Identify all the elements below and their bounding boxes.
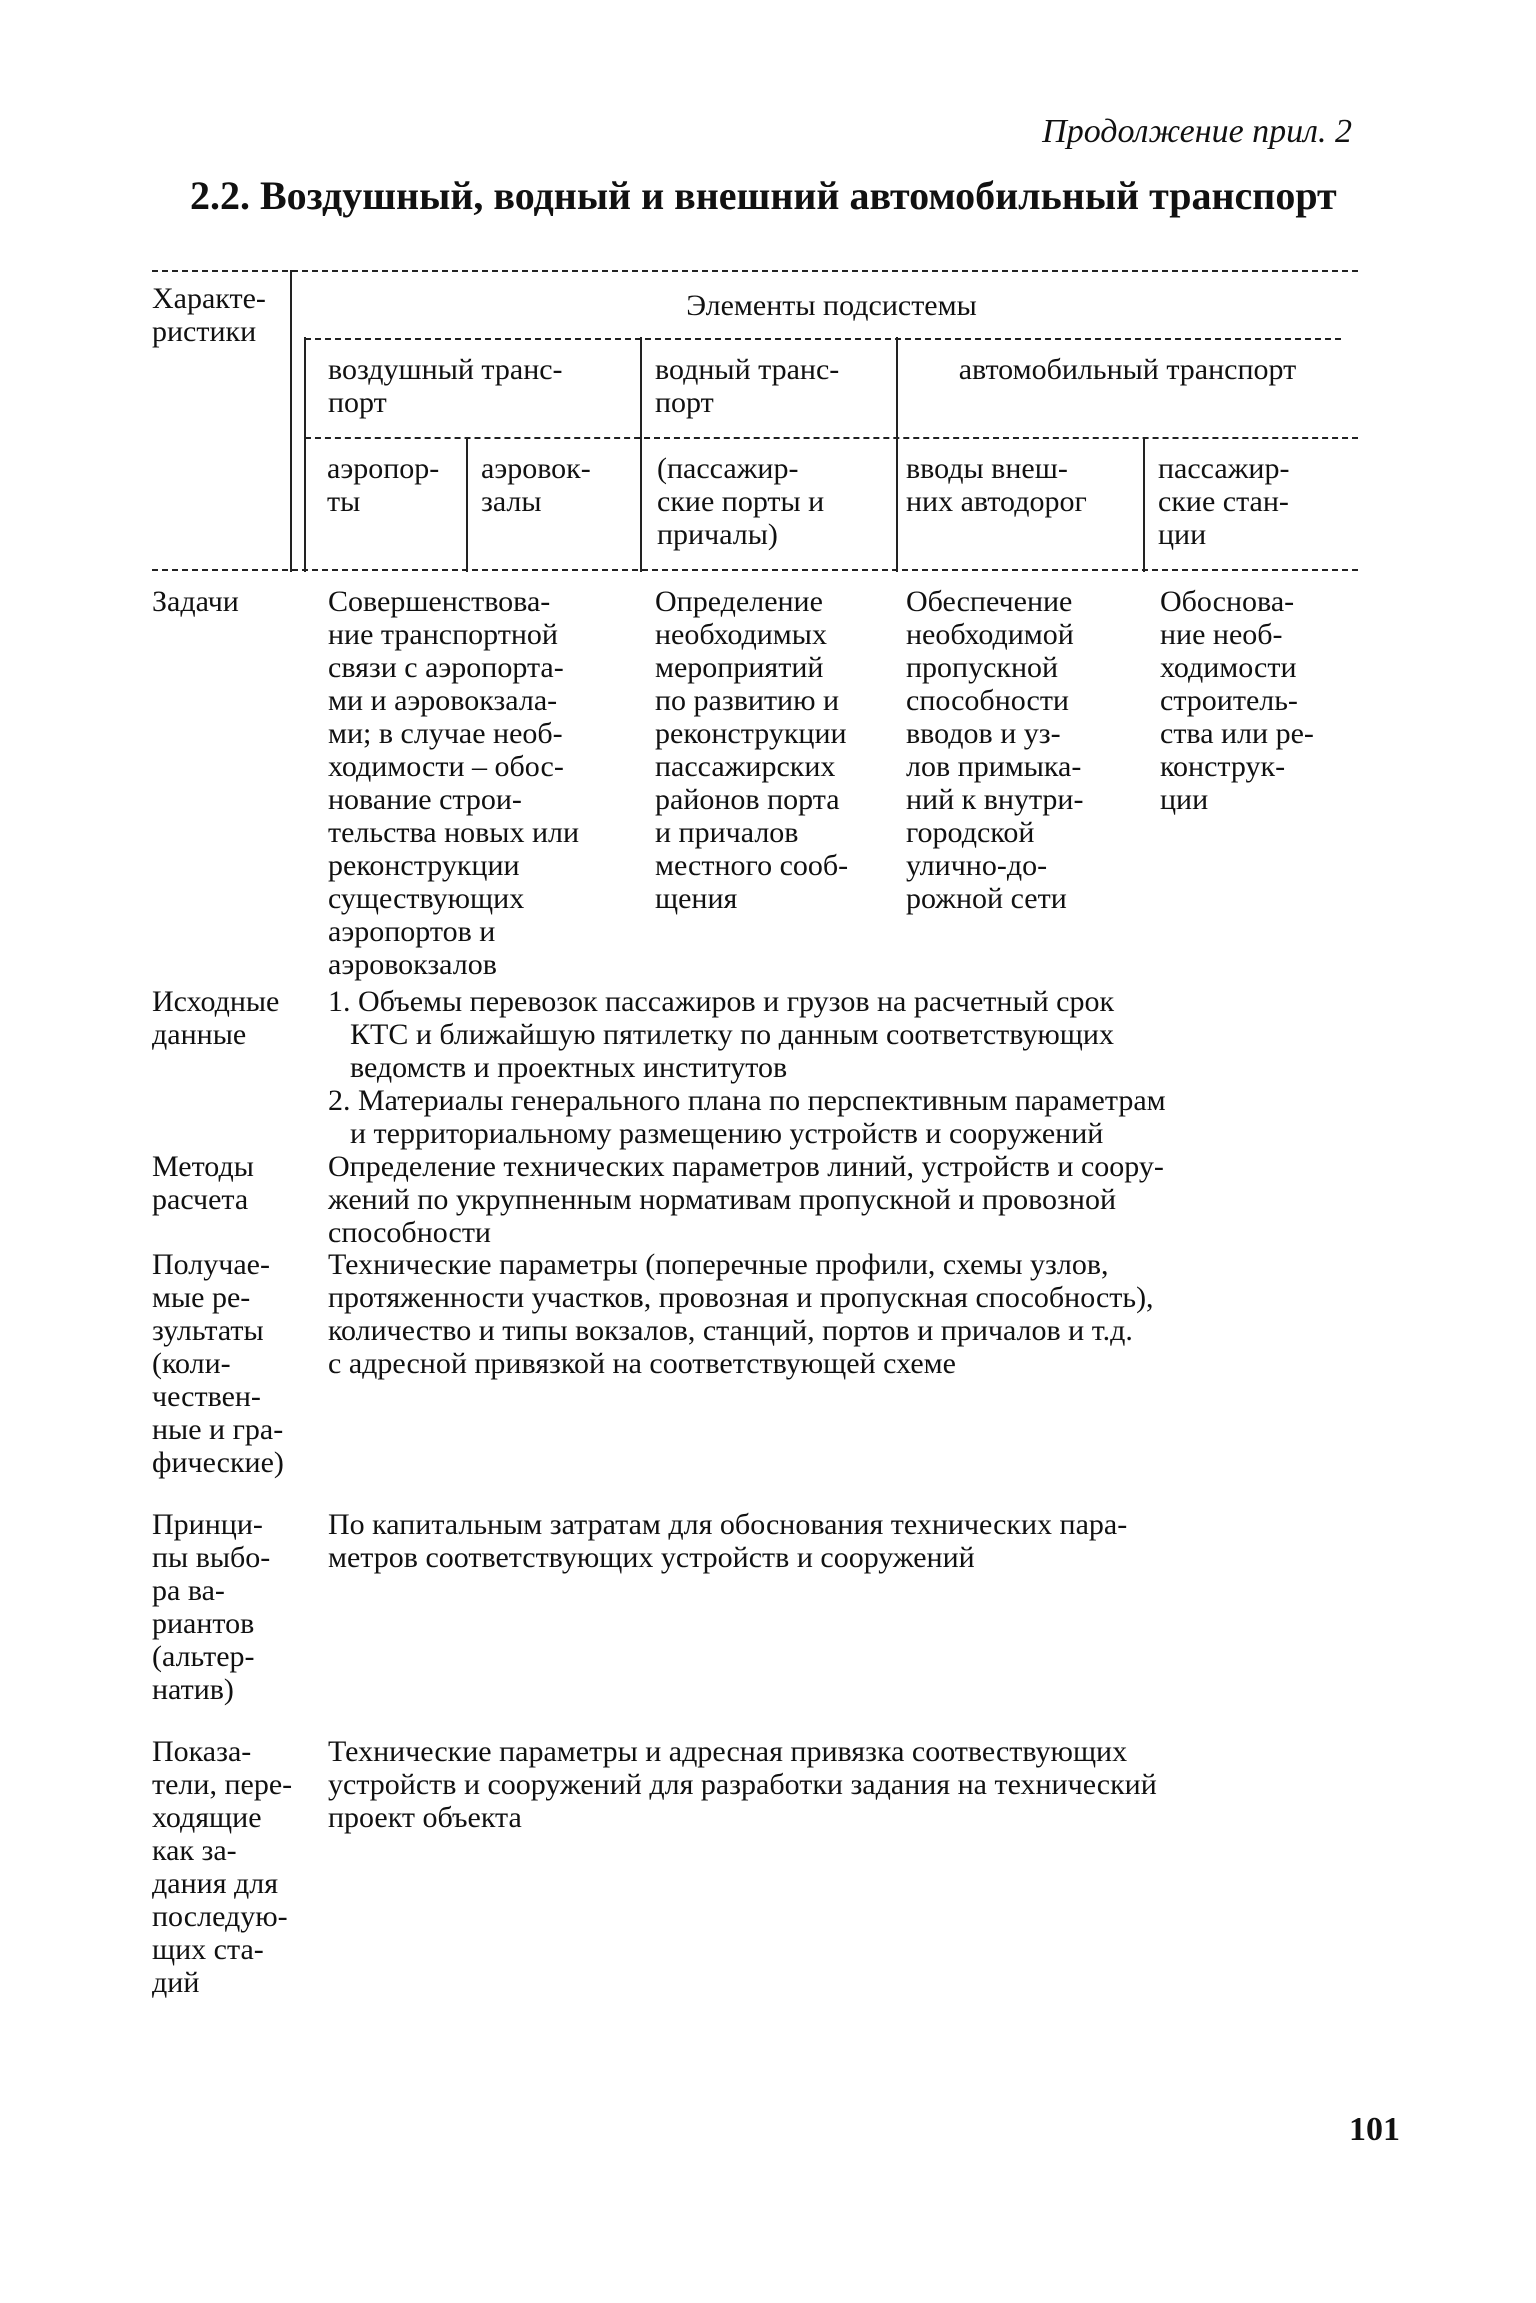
row-source-label: Исходные данные (152, 985, 280, 1051)
row-results-text: Технические параметры (поперечные профили, схемы узлов, протяженности участков, провозная и пропускная способность), количество и типы вокзалов, станций, портов и причалов и т.д. с адресной привязкой на соответствующей схеме (328, 1248, 1154, 1380)
header-water: водный транс- порт (655, 353, 840, 419)
header-ports: (пассажир- ские порты и причалы) (657, 452, 825, 551)
header-air: воздушный транс- порт (328, 353, 563, 419)
row-results-label: Получае- мые ре- зультаты (коли- чествен- ные и гра- фические) (152, 1248, 284, 1479)
header-road-inputs: вводы внеш- них автодорог (906, 452, 1087, 518)
page-number: 101 (1349, 2111, 1400, 2148)
header-characteristics: Характе- ристики (152, 282, 266, 348)
row-tasks-stations: Обоснова- ние необ- ходимости строитель- ства или ре- конструк- ции (1160, 585, 1314, 816)
row-methods-text: Определение технических параметров линий, устройств и соору- жений по укрупненным нормативам пропускной и провозной способности (328, 1150, 1164, 1249)
row-tasks-water: Определение необходимых мероприятий по развитию и реконструкции пассажирских районов порта и причалов местного сооб- щения (655, 585, 849, 915)
rule-under-groups (305, 437, 1358, 439)
row-tasks-air: Совершенствова- ние транспортной связи с аэропорта- ми и аэровокзала- ми; в случае необ- ходимости – обос- нование строи- тельства новых или реконструкции существующих аэропортов и аэровокзалов (328, 585, 580, 981)
header-airports: аэропор- ты (327, 452, 440, 518)
header-elements: Элементы подсистемы (686, 289, 977, 322)
rule-under-elements (305, 338, 1341, 340)
row-principles-text: По капитальным затратам для обоснования технических пара- метров соответствующих устройств и сооружений (328, 1508, 1128, 1574)
row-indicators-text: Технические параметры и адресная привязка соотвествующих устройств и сооружений для разработки задания на технический проект объекта (328, 1735, 1157, 1834)
row-tasks-label: Задачи (152, 585, 239, 618)
section-title: 2.2. Воздушный, водный и внешний автомобильный транспорт (190, 173, 1337, 218)
col-rule-air-left (304, 337, 306, 572)
table-header-bottom-rule (152, 569, 1358, 571)
col-rule-label (290, 270, 292, 572)
running-head: Продолжение прил. 2 (1042, 113, 1352, 150)
col-rule-water (640, 337, 642, 572)
row-source-text: 1. Объемы перевозок пассажиров и грузов на расчетный срок КТС и ближайшую пятилетку по данным соответствующих ведомств и проектных институтов 2. Материалы генерального плана по перспективным параметрам и территориальному размещению устройств и сооружений (328, 985, 1166, 1150)
row-indicators-label: Показа- тели, пере- ходящие как за- дания для последую- щих ста- дий (152, 1735, 293, 1999)
header-stations: пассажир- ские стан- ции (1158, 452, 1290, 551)
row-principles-label: Принци- пы выбо- ра ва- риантов (альтер- натив) (152, 1508, 271, 1706)
header-terminals: аэровок- залы (481, 452, 591, 518)
header-auto: автомобильный транспорт (958, 353, 1297, 386)
col-rule-stations (1143, 437, 1145, 572)
row-methods-label: Методы расчета (152, 1150, 254, 1216)
col-rule-airports (466, 437, 468, 572)
row-tasks-roads: Обеспечение необходимой пропускной способности вводов и уз- лов примыка- ний к внутри- городской улично-до- рожной сети (906, 585, 1084, 915)
table-top-rule (152, 270, 1358, 272)
